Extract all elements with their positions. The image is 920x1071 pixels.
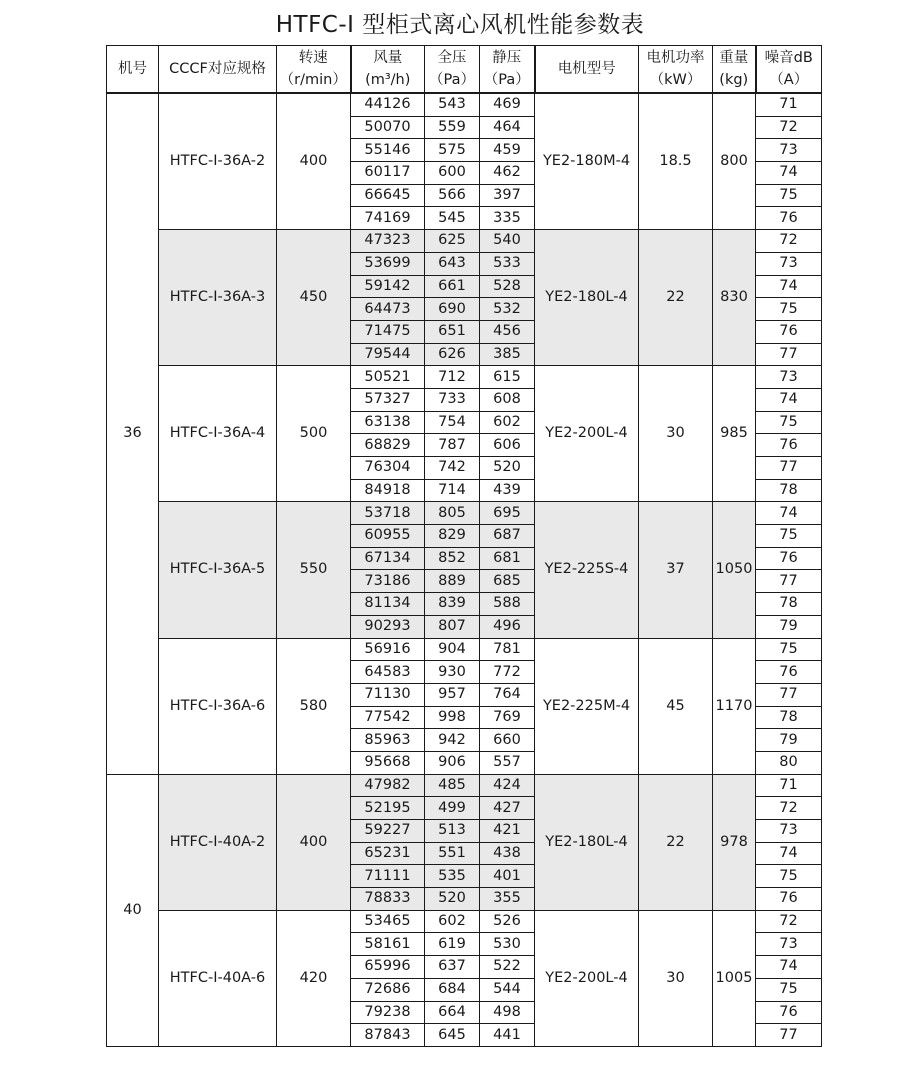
speed-cell: 420 bbox=[277, 910, 351, 1046]
spec-cell: HTFC-I-40A-2 bbox=[159, 774, 277, 910]
airflow-cell: 87843 bbox=[351, 1024, 425, 1047]
header-total-pressure-label: 全压 bbox=[437, 50, 467, 66]
total-pressure-cell: 520 bbox=[425, 888, 480, 911]
total-pressure-cell: 805 bbox=[425, 502, 480, 525]
total-pressure-cell: 619 bbox=[425, 933, 480, 956]
header-total-pressure-unit: （Pa） bbox=[429, 72, 475, 88]
motor-power-cell: 18.5 bbox=[639, 93, 713, 230]
total-pressure-cell: 690 bbox=[425, 298, 480, 321]
static-pressure-cell: 522 bbox=[480, 956, 535, 979]
spec-cell: HTFC-I-36A-5 bbox=[159, 502, 277, 638]
noise-cell: 74 bbox=[756, 275, 822, 298]
header-speed bbox=[277, 46, 351, 94]
noise-cell: 78 bbox=[756, 479, 822, 502]
static-pressure-cell: 608 bbox=[480, 388, 535, 411]
static-pressure-cell: 772 bbox=[480, 661, 535, 684]
airflow-cell: 79544 bbox=[351, 343, 425, 366]
static-pressure-cell: 464 bbox=[480, 116, 535, 139]
total-pressure-cell: 839 bbox=[425, 593, 480, 616]
total-pressure-cell: 661 bbox=[425, 275, 480, 298]
speed-cell: 500 bbox=[277, 366, 351, 502]
static-pressure-cell: 401 bbox=[480, 865, 535, 888]
static-pressure-cell: 355 bbox=[480, 888, 535, 911]
static-pressure-cell: 459 bbox=[480, 139, 535, 162]
noise-cell: 72 bbox=[756, 116, 822, 139]
total-pressure-cell: 684 bbox=[425, 978, 480, 1001]
total-pressure-cell: 602 bbox=[425, 910, 480, 933]
machine-number-cell: 36 bbox=[107, 93, 159, 774]
airflow-cell: 50521 bbox=[351, 366, 425, 389]
machine-number-cell: 40 bbox=[107, 774, 159, 1046]
total-pressure-cell: 545 bbox=[425, 207, 480, 230]
noise-cell: 76 bbox=[756, 547, 822, 570]
table-row bbox=[107, 502, 822, 525]
static-pressure-cell: 385 bbox=[480, 343, 535, 366]
total-pressure-cell: 651 bbox=[425, 320, 480, 343]
header-airflow bbox=[351, 46, 425, 94]
total-pressure-cell: 714 bbox=[425, 479, 480, 502]
noise-cell: 79 bbox=[756, 615, 822, 638]
spec-cell: HTFC-I-36A-6 bbox=[159, 638, 277, 774]
total-pressure-cell: 600 bbox=[425, 162, 480, 185]
header-power-label: 电机功率 bbox=[646, 50, 705, 66]
total-pressure-cell: 535 bbox=[425, 865, 480, 888]
noise-cell: 73 bbox=[756, 366, 822, 389]
static-pressure-cell: 439 bbox=[480, 479, 535, 502]
airflow-cell: 60117 bbox=[351, 162, 425, 185]
noise-cell: 72 bbox=[756, 230, 822, 253]
static-pressure-cell: 533 bbox=[480, 252, 535, 275]
total-pressure-cell: 930 bbox=[425, 661, 480, 684]
static-pressure-cell: 557 bbox=[480, 751, 535, 774]
static-pressure-cell: 687 bbox=[480, 525, 535, 548]
airflow-cell: 63138 bbox=[351, 411, 425, 434]
airflow-cell: 64473 bbox=[351, 298, 425, 321]
airflow-cell: 56916 bbox=[351, 638, 425, 661]
header-weight-unit: (kg) bbox=[719, 72, 749, 88]
noise-cell: 78 bbox=[756, 593, 822, 616]
weight-cell: 978 bbox=[713, 774, 756, 910]
motor-power-cell: 30 bbox=[639, 366, 713, 502]
static-pressure-cell: 528 bbox=[480, 275, 535, 298]
airflow-cell: 53718 bbox=[351, 502, 425, 525]
header-static-pressure-unit: （Pa） bbox=[483, 72, 530, 88]
static-pressure-cell: 462 bbox=[480, 162, 535, 185]
speed-cell: 580 bbox=[277, 638, 351, 774]
airflow-cell: 71130 bbox=[351, 683, 425, 706]
motor-model-cell: YE2-180L-4 bbox=[535, 230, 639, 366]
noise-cell: 71 bbox=[756, 93, 822, 116]
static-pressure-cell: 544 bbox=[480, 978, 535, 1001]
header-weight bbox=[713, 46, 756, 94]
static-pressure-cell: 660 bbox=[480, 729, 535, 752]
header-speed-label: 转速 bbox=[298, 50, 328, 66]
static-pressure-cell: 526 bbox=[480, 910, 535, 933]
total-pressure-cell: 664 bbox=[425, 1001, 480, 1024]
weight-cell: 1050 bbox=[713, 502, 756, 638]
airflow-cell: 72686 bbox=[351, 978, 425, 1001]
noise-cell: 72 bbox=[756, 910, 822, 933]
motor-power-cell: 37 bbox=[639, 502, 713, 638]
static-pressure-cell: 530 bbox=[480, 933, 535, 956]
speed-cell: 450 bbox=[277, 230, 351, 366]
table-row bbox=[107, 774, 822, 797]
total-pressure-cell: 754 bbox=[425, 411, 480, 434]
noise-cell: 73 bbox=[756, 933, 822, 956]
static-pressure-cell: 769 bbox=[480, 706, 535, 729]
header-noise-unit: （A） bbox=[769, 72, 809, 88]
motor-model-cell: YE2-200L-4 bbox=[535, 910, 639, 1046]
static-pressure-cell: 602 bbox=[480, 411, 535, 434]
airflow-cell: 77542 bbox=[351, 706, 425, 729]
speed-cell: 550 bbox=[277, 502, 351, 638]
static-pressure-cell: 397 bbox=[480, 184, 535, 207]
airflow-cell: 71111 bbox=[351, 865, 425, 888]
noise-cell: 76 bbox=[756, 661, 822, 684]
static-pressure-cell: 424 bbox=[480, 774, 535, 797]
total-pressure-cell: 626 bbox=[425, 343, 480, 366]
noise-cell: 74 bbox=[756, 956, 822, 979]
header-static-pressure bbox=[480, 46, 535, 94]
static-pressure-cell: 441 bbox=[480, 1024, 535, 1047]
total-pressure-cell: 957 bbox=[425, 683, 480, 706]
airflow-cell: 59227 bbox=[351, 820, 425, 843]
airflow-cell: 52195 bbox=[351, 797, 425, 820]
static-pressure-cell: 532 bbox=[480, 298, 535, 321]
noise-cell: 80 bbox=[756, 751, 822, 774]
motor-model-cell: YE2-225S-4 bbox=[535, 502, 639, 638]
airflow-cell: 73186 bbox=[351, 570, 425, 593]
airflow-cell: 66645 bbox=[351, 184, 425, 207]
airflow-cell: 65996 bbox=[351, 956, 425, 979]
noise-cell: 76 bbox=[756, 207, 822, 230]
static-pressure-cell: 764 bbox=[480, 683, 535, 706]
motor-model-cell: YE2-225M-4 bbox=[535, 638, 639, 774]
airflow-cell: 57327 bbox=[351, 388, 425, 411]
noise-cell: 74 bbox=[756, 842, 822, 865]
noise-cell: 79 bbox=[756, 729, 822, 752]
noise-cell: 74 bbox=[756, 388, 822, 411]
static-pressure-cell: 615 bbox=[480, 366, 535, 389]
total-pressure-cell: 807 bbox=[425, 615, 480, 638]
noise-cell: 74 bbox=[756, 162, 822, 185]
total-pressure-cell: 942 bbox=[425, 729, 480, 752]
static-pressure-cell: 456 bbox=[480, 320, 535, 343]
noise-cell: 75 bbox=[756, 298, 822, 321]
total-pressure-cell: 625 bbox=[425, 230, 480, 253]
noise-cell: 77 bbox=[756, 457, 822, 480]
total-pressure-cell: 889 bbox=[425, 570, 480, 593]
airflow-cell: 76304 bbox=[351, 457, 425, 480]
header-motor: 电机型号 bbox=[535, 46, 639, 94]
airflow-cell: 53465 bbox=[351, 910, 425, 933]
total-pressure-cell: 829 bbox=[425, 525, 480, 548]
static-pressure-cell: 520 bbox=[480, 457, 535, 480]
noise-cell: 73 bbox=[756, 820, 822, 843]
airflow-cell: 53699 bbox=[351, 252, 425, 275]
header-power-unit: （kW） bbox=[649, 72, 702, 88]
static-pressure-cell: 540 bbox=[480, 230, 535, 253]
static-pressure-cell: 438 bbox=[480, 842, 535, 865]
performance-table bbox=[106, 45, 822, 1047]
noise-cell: 76 bbox=[756, 434, 822, 457]
table-row bbox=[107, 638, 822, 661]
spec-cell: HTFC-I-40A-6 bbox=[159, 910, 277, 1046]
static-pressure-cell: 681 bbox=[480, 547, 535, 570]
header-noise-label: 噪音dB bbox=[764, 50, 813, 66]
airflow-cell: 47982 bbox=[351, 774, 425, 797]
airflow-cell: 44126 bbox=[351, 93, 425, 116]
noise-cell: 78 bbox=[756, 706, 822, 729]
header-speed-unit: （r/min） bbox=[279, 72, 347, 88]
table-row bbox=[107, 93, 822, 116]
header-airflow-unit: (m³/h) bbox=[365, 72, 411, 88]
static-pressure-cell: 498 bbox=[480, 1001, 535, 1024]
noise-cell: 75 bbox=[756, 411, 822, 434]
noise-cell: 73 bbox=[756, 139, 822, 162]
spec-cell: HTFC-I-36A-2 bbox=[159, 93, 277, 230]
noise-cell: 76 bbox=[756, 888, 822, 911]
weight-cell: 1170 bbox=[713, 638, 756, 774]
static-pressure-cell: 496 bbox=[480, 615, 535, 638]
total-pressure-cell: 513 bbox=[425, 820, 480, 843]
header-total-pressure bbox=[425, 46, 480, 94]
airflow-cell: 71475 bbox=[351, 320, 425, 343]
airflow-cell: 90293 bbox=[351, 615, 425, 638]
total-pressure-cell: 551 bbox=[425, 842, 480, 865]
total-pressure-cell: 742 bbox=[425, 457, 480, 480]
weight-cell: 985 bbox=[713, 366, 756, 502]
noise-cell: 77 bbox=[756, 683, 822, 706]
header-machine: 机号 bbox=[107, 46, 159, 94]
total-pressure-cell: 637 bbox=[425, 956, 480, 979]
total-pressure-cell: 998 bbox=[425, 706, 480, 729]
motor-model-cell: YE2-180L-4 bbox=[535, 774, 639, 910]
total-pressure-cell: 566 bbox=[425, 184, 480, 207]
airflow-cell: 85963 bbox=[351, 729, 425, 752]
airflow-cell: 74169 bbox=[351, 207, 425, 230]
motor-power-cell: 45 bbox=[639, 638, 713, 774]
airflow-cell: 78833 bbox=[351, 888, 425, 911]
airflow-cell: 64583 bbox=[351, 661, 425, 684]
table-row bbox=[107, 230, 822, 253]
noise-cell: 75 bbox=[756, 525, 822, 548]
noise-cell: 76 bbox=[756, 1001, 822, 1024]
noise-cell: 72 bbox=[756, 797, 822, 820]
total-pressure-cell: 575 bbox=[425, 139, 480, 162]
motor-model-cell: YE2-180M-4 bbox=[535, 93, 639, 230]
header-static-pressure-label: 静压 bbox=[492, 50, 522, 66]
speed-cell: 400 bbox=[277, 774, 351, 910]
total-pressure-cell: 643 bbox=[425, 252, 480, 275]
static-pressure-cell: 606 bbox=[480, 434, 535, 457]
weight-cell: 800 bbox=[713, 93, 756, 230]
total-pressure-cell: 543 bbox=[425, 93, 480, 116]
airflow-cell: 65231 bbox=[351, 842, 425, 865]
airflow-cell: 68829 bbox=[351, 434, 425, 457]
header-row bbox=[107, 46, 822, 94]
noise-cell: 75 bbox=[756, 978, 822, 1001]
header-weight-label: 重量 bbox=[719, 50, 749, 66]
noise-cell: 74 bbox=[756, 502, 822, 525]
total-pressure-cell: 559 bbox=[425, 116, 480, 139]
weight-cell: 830 bbox=[713, 230, 756, 366]
total-pressure-cell: 712 bbox=[425, 366, 480, 389]
table-row bbox=[107, 366, 822, 389]
noise-cell: 75 bbox=[756, 638, 822, 661]
static-pressure-cell: 695 bbox=[480, 502, 535, 525]
page-title: HTFC-I 型柜式离心风机性能参数表 bbox=[275, 12, 645, 38]
static-pressure-cell: 781 bbox=[480, 638, 535, 661]
noise-cell: 77 bbox=[756, 343, 822, 366]
header-noise bbox=[756, 46, 822, 94]
airflow-cell: 59142 bbox=[351, 275, 425, 298]
total-pressure-cell: 852 bbox=[425, 547, 480, 570]
static-pressure-cell: 685 bbox=[480, 570, 535, 593]
total-pressure-cell: 904 bbox=[425, 638, 480, 661]
airflow-cell: 81134 bbox=[351, 593, 425, 616]
airflow-cell: 55146 bbox=[351, 139, 425, 162]
weight-cell: 1005 bbox=[713, 910, 756, 1046]
speed-cell: 400 bbox=[277, 93, 351, 230]
total-pressure-cell: 485 bbox=[425, 774, 480, 797]
noise-cell: 77 bbox=[756, 570, 822, 593]
header-power bbox=[639, 46, 713, 94]
total-pressure-cell: 499 bbox=[425, 797, 480, 820]
noise-cell: 73 bbox=[756, 252, 822, 275]
airflow-cell: 58161 bbox=[351, 933, 425, 956]
static-pressure-cell: 427 bbox=[480, 797, 535, 820]
total-pressure-cell: 645 bbox=[425, 1024, 480, 1047]
noise-cell: 76 bbox=[756, 320, 822, 343]
static-pressure-cell: 588 bbox=[480, 593, 535, 616]
table-body bbox=[107, 93, 822, 1046]
noise-cell: 75 bbox=[756, 865, 822, 888]
airflow-cell: 50070 bbox=[351, 116, 425, 139]
static-pressure-cell: 421 bbox=[480, 820, 535, 843]
table-row bbox=[107, 910, 822, 933]
header-airflow-label: 风量 bbox=[373, 50, 403, 66]
airflow-cell: 67134 bbox=[351, 547, 425, 570]
static-pressure-cell: 335 bbox=[480, 207, 535, 230]
motor-power-cell: 30 bbox=[639, 910, 713, 1046]
total-pressure-cell: 906 bbox=[425, 751, 480, 774]
spec-cell: HTFC-I-36A-3 bbox=[159, 230, 277, 366]
motor-power-cell: 22 bbox=[639, 230, 713, 366]
airflow-cell: 79238 bbox=[351, 1001, 425, 1024]
airflow-cell: 95668 bbox=[351, 751, 425, 774]
total-pressure-cell: 733 bbox=[425, 388, 480, 411]
total-pressure-cell: 787 bbox=[425, 434, 480, 457]
static-pressure-cell: 469 bbox=[480, 93, 535, 116]
airflow-cell: 47323 bbox=[351, 230, 425, 253]
noise-cell: 71 bbox=[756, 774, 822, 797]
airflow-cell: 84918 bbox=[351, 479, 425, 502]
spec-cell: HTFC-I-36A-4 bbox=[159, 366, 277, 502]
header-spec: CCCF对应规格 bbox=[159, 46, 277, 94]
airflow-cell: 60955 bbox=[351, 525, 425, 548]
noise-cell: 77 bbox=[756, 1024, 822, 1047]
motor-model-cell: YE2-200L-4 bbox=[535, 366, 639, 502]
noise-cell: 75 bbox=[756, 184, 822, 207]
motor-power-cell: 22 bbox=[639, 774, 713, 910]
